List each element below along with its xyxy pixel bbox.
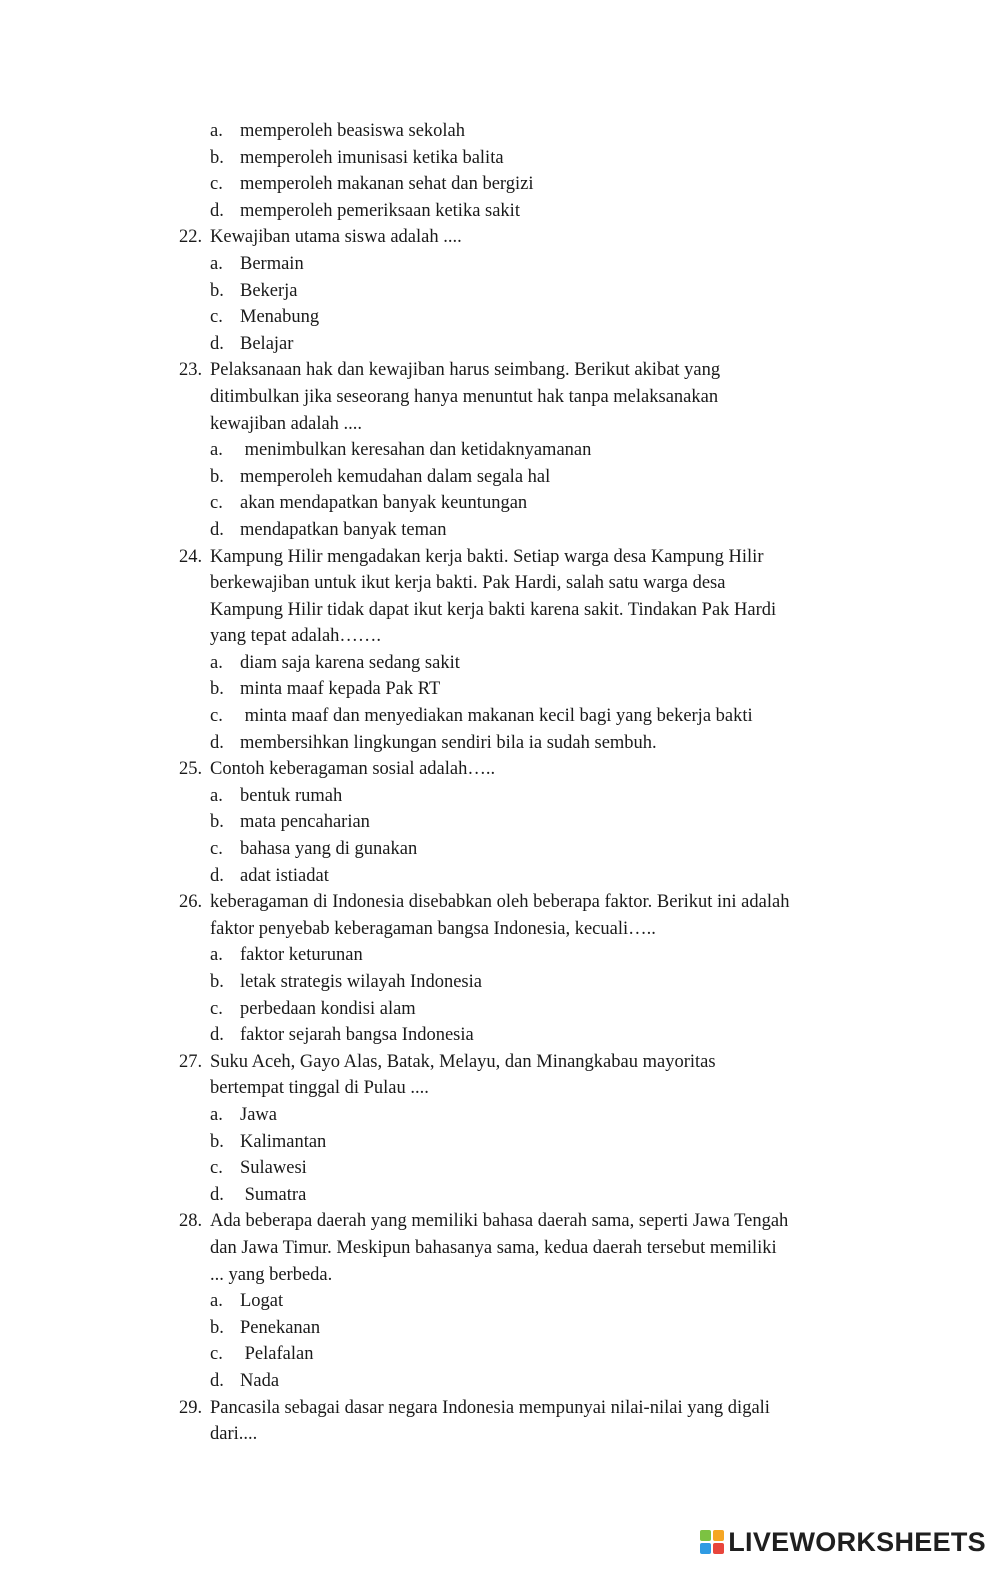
question-number: 28. (179, 1211, 203, 1232)
logo-grid-icon (700, 1530, 724, 1554)
option-text: Kalimantan (240, 1131, 327, 1152)
answer-option (0, 1182, 1000, 1209)
answer-option (0, 517, 1000, 544)
answer-option (0, 783, 1000, 810)
option-letter: d. (210, 200, 224, 221)
option-text: bahasa yang di gunakan (240, 839, 418, 860)
option-text: Jawa (240, 1104, 277, 1125)
option-text: Sumatra (240, 1184, 307, 1205)
answer-option (0, 809, 1000, 836)
option-letter: d. (210, 732, 224, 753)
question-text-continued (0, 1421, 1000, 1448)
question-text: Pelaksanaan hak dan kewajiban harus seimbang. Berikut akibat yang (210, 360, 721, 381)
answer-option (0, 1341, 1000, 1368)
option-text: memperoleh beasiswa sekolah (240, 121, 466, 141)
option-text: faktor sejarah bangsa Indonesia (240, 1025, 474, 1046)
question-line (0, 357, 1000, 384)
question-text: bertempat tinggal di Pulau .... (210, 1078, 429, 1099)
option-letter: b. (210, 1131, 224, 1152)
question-number: 26. (179, 892, 203, 913)
question-number: 24. (179, 546, 203, 567)
option-text: bentuk rumah (240, 785, 343, 806)
option-letter: c. (210, 493, 223, 514)
option-text: minta maaf dan menyediakan makanan kecil bagi yang bekerja bakti (240, 706, 753, 727)
option-letter: b. (210, 1317, 224, 1338)
option-letter: d. (210, 1025, 224, 1046)
option-text: memperoleh pemeriksaan ketika sakit (240, 200, 520, 221)
logo-square (700, 1543, 711, 1554)
question-text: yang tepat adalah……. (210, 626, 382, 647)
option-text: faktor keturunan (240, 945, 363, 966)
question-text: kewajiban adalah .... (210, 413, 363, 434)
answer-option (0, 730, 1000, 757)
question-line (0, 1208, 1000, 1235)
option-letter: a. (210, 1291, 223, 1312)
option-text: memperoleh kemudahan dalam segala hal (240, 466, 551, 487)
answer-option (0, 171, 1000, 198)
answer-option (0, 145, 1000, 172)
question-text: Ada beberapa daerah yang memiliki bahasa daerah sama, seperti Jawa Tengah (210, 1211, 789, 1232)
answer-option (0, 1315, 1000, 1342)
option-text: minta maaf kepada Pak RT (240, 679, 441, 700)
question-text-continued (0, 1235, 1000, 1262)
question-line (0, 889, 1000, 916)
option-letter: b. (210, 972, 224, 992)
option-letter: a. (210, 1104, 223, 1125)
option-text: membersihkan lingkungan sendiri bila ia sudah sembuh. (240, 732, 657, 753)
answer-option (0, 676, 1000, 703)
option-text: Logat (240, 1291, 284, 1312)
question-text: Suku Aceh, Gayo Alas, Batak, Melayu, dan Minangkabau mayoritas (210, 1051, 716, 1072)
answer-option (0, 942, 1000, 969)
question-text: dan Jawa Timur. Meskipun bahasanya sama, kedua daerah tersebut memiliki (210, 1237, 777, 1258)
answer-option (0, 304, 1000, 331)
answer-option (0, 650, 1000, 677)
answer-option (0, 437, 1000, 464)
option-text: Nada (240, 1370, 280, 1391)
answer-option (0, 118, 1000, 145)
question-text-continued (0, 1075, 1000, 1102)
answer-option (0, 331, 1000, 358)
option-letter: d. (210, 1370, 224, 1391)
option-letter: b. (210, 679, 224, 700)
option-text: Bermain (240, 253, 304, 274)
option-text: mendapatkan banyak teman (240, 519, 447, 540)
option-text: Pelafalan (240, 1344, 314, 1365)
option-letter: b. (210, 466, 224, 487)
question-number: 27. (179, 1051, 203, 1072)
option-letter: c. (210, 839, 223, 860)
option-letter: b. (210, 147, 224, 168)
answer-option (0, 198, 1000, 225)
answer-option (0, 1102, 1000, 1129)
question-text: ... yang berbeda. (210, 1264, 333, 1285)
option-text: Sulawesi (240, 1158, 307, 1179)
answer-option (0, 1368, 1000, 1395)
question-line (0, 224, 1000, 251)
question-text: keberagaman di Indonesia disebabkan oleh beberapa faktor. Berikut ini adalah (210, 892, 790, 913)
answer-option (0, 836, 1000, 863)
option-letter: a. (210, 945, 223, 966)
question-number: 23. (179, 360, 203, 381)
option-letter: d. (210, 1184, 224, 1205)
question-text-continued (0, 916, 1000, 943)
answer-option (0, 703, 1000, 730)
option-text: letak strategis wilayah Indonesia (240, 972, 482, 992)
option-letter: b. (210, 812, 224, 833)
answer-option (0, 251, 1000, 278)
option-letter: a. (210, 440, 223, 461)
option-text: Belajar (240, 333, 294, 354)
option-text: adat istiadat (240, 865, 329, 886)
answer-option (0, 996, 1000, 1023)
option-text: akan mendapatkan banyak keuntungan (240, 493, 528, 514)
question-text: Contoh keberagaman sosial adalah….. (210, 759, 496, 780)
option-letter: c. (210, 706, 223, 727)
liveworksheets-logo (700, 1527, 986, 1557)
answer-option (0, 969, 1000, 996)
question-line (0, 1049, 1000, 1076)
question-text: Kampung Hilir tidak dapat ikut kerja bakti karena sakit. Tindakan Pak Hardi (210, 599, 777, 620)
question-text: Kewajiban utama siswa adalah .... (210, 227, 462, 248)
option-letter: c. (210, 307, 223, 328)
question-text-continued (0, 623, 1000, 650)
logo-square (700, 1530, 711, 1541)
question-text-continued (0, 411, 1000, 438)
option-letter: d. (210, 865, 224, 886)
option-letter: c. (210, 174, 223, 195)
option-letter: d. (210, 519, 224, 540)
question-text-continued (0, 570, 1000, 597)
option-letter: c. (210, 998, 223, 1019)
question-number: 22. (179, 227, 203, 248)
option-text: mata pencaharian (240, 812, 370, 833)
question-text: Kampung Hilir mengadakan kerja bakti. Setiap warga desa Kampung Hilir (210, 546, 764, 567)
option-text: Bekerja (240, 280, 298, 301)
question-text: ditimbulkan jika seseorang hanya menuntut hak tanpa melaksanakan (210, 386, 719, 407)
question-text-continued (0, 597, 1000, 624)
question-text-continued (0, 1262, 1000, 1289)
option-letter: c. (210, 1344, 223, 1365)
option-letter: a. (210, 785, 223, 806)
answer-option (0, 278, 1000, 305)
option-text: memperoleh imunisasi ketika balita (240, 147, 504, 168)
option-text: Menabung (240, 307, 320, 328)
option-letter: a. (210, 121, 223, 141)
question-line (0, 544, 1000, 571)
answer-option (0, 1288, 1000, 1315)
option-letter: c. (210, 1158, 223, 1179)
option-letter: a. (210, 253, 223, 274)
answer-option (0, 464, 1000, 491)
question-text: berkewajiban untuk ikut kerja bakti. Pak Hardi, salah satu warga desa (210, 573, 726, 594)
answer-option (0, 863, 1000, 890)
question-text: Pancasila sebagai dasar negara Indonesia mempunyai nilai-nilai yang digali (210, 1397, 770, 1418)
question-text: dari.... (210, 1424, 258, 1445)
option-text: diam saja karena sedang sakit (240, 652, 460, 673)
logo-square (713, 1530, 724, 1541)
question-number: 25. (179, 759, 203, 780)
answer-option (0, 490, 1000, 517)
question-line (0, 756, 1000, 783)
option-letter: d. (210, 333, 224, 354)
question-number: 29. (179, 1397, 203, 1418)
option-text: Penekanan (240, 1317, 321, 1338)
answer-option (0, 1129, 1000, 1156)
worksheet-content (0, 118, 1000, 1448)
question-line (0, 1395, 1000, 1422)
option-letter: a. (210, 652, 223, 673)
answer-option (0, 1155, 1000, 1182)
option-text: memperoleh makanan sehat dan bergizi (240, 174, 534, 195)
question-text: faktor penyebab keberagaman bangsa Indonesia, kecuali….. (210, 918, 656, 939)
option-text: perbedaan kondisi alam (240, 998, 416, 1019)
question-text-continued (0, 384, 1000, 411)
answer-option (0, 1022, 1000, 1049)
option-letter: b. (210, 280, 224, 301)
option-text: menimbulkan keresahan dan ketidaknyamanan (240, 440, 592, 461)
logo-text: LIVEWORKSHEETS (728, 1526, 986, 1557)
logo-square (713, 1543, 724, 1554)
